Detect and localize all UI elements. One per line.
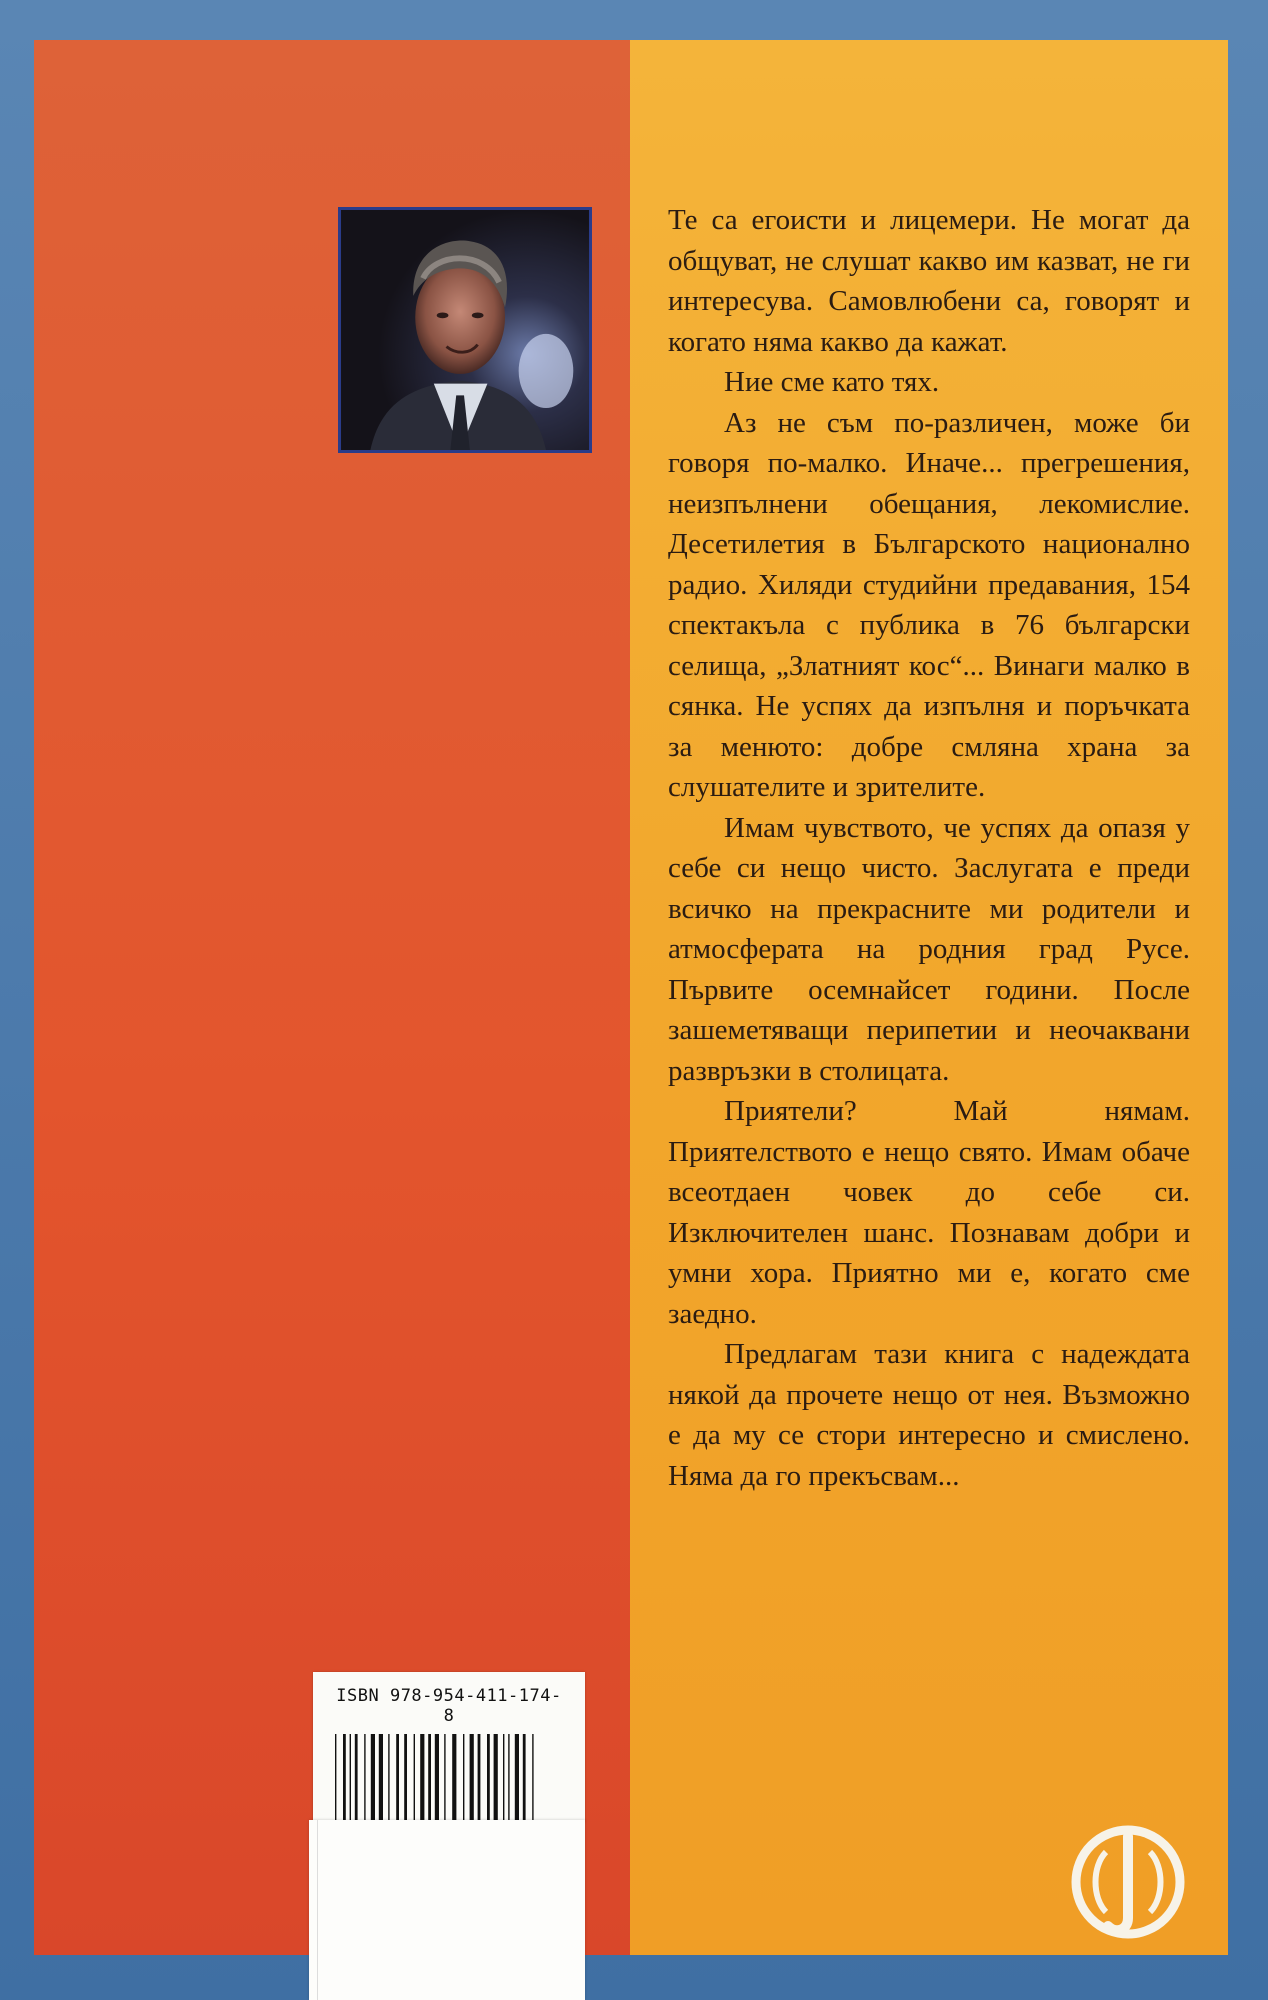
barcode-bar [404,1734,407,1826]
publisher-logo-icon [1068,1822,1188,1942]
barcode-bar [435,1734,439,1826]
barcode-bar [452,1734,456,1826]
barcode-bar [523,1734,526,1826]
barcode-bar [463,1734,464,1826]
barcode-bar [355,1734,358,1826]
barcode-bar [335,1734,336,1826]
barcode-bar [487,1734,490,1826]
barcode-bar [470,1734,474,1826]
barcode-bar [478,1734,481,1826]
paragraph-1: Те са егоисти и лицемери. Не могат да общуват, не слушат какво им казват, не ги интересува. Самовлюбени са, говорят и когато няма какво да кажат. [668,204,1190,358]
isbn-number: ISBN 978-954-411-174-8 [336,1686,562,1726]
paragraph-6: Предлагам тази книга с надеждата някой да прочете нещо от нея. Възможно е да му се стори интересно и смислено. Няма да го прекъсвам... [668,1338,1190,1492]
barcode-bar [503,1734,504,1826]
barcode-bar [379,1734,383,1826]
isbn-sticker [313,1672,585,1822]
barcode-bar [532,1734,533,1826]
barcode-bar [420,1734,424,1826]
barcode-bar [396,1734,399,1826]
barcode-bar [388,1734,389,1826]
barcode-bar [515,1734,519,1826]
price-label-sticker [309,1820,585,2000]
sticker-fold [317,1820,583,2000]
paragraph-5: Приятели? Май нямам. Приятелството е нещо свято. Имам обаче всеотдаен човек до себе си. Изключителен шанс. Познавам добри и умни хора. Приятно ми е, когато сме заедно. [668,1095,1190,1330]
barcode-bar [494,1734,498,1826]
barcode-bar [444,1734,445,1826]
barcode-bar [343,1734,346,1826]
barcode-bar [508,1734,509,1826]
barcode-bar [364,1734,365,1826]
author-photo [338,207,592,453]
paragraph-3: Аз не съм по-различен, може би говоря по-малко. Иначе... прегрешения, неизпълнени обещания, лекомислие. Десетилетия в Българското национално радио. Хиляди студийни предавания, 154 спектакъла с публика в 76 български селища, „Златният кос“... Винаги малко в сянка. Не успях да изпълня и поръчката за менюто: добре смляна храна за слушателите и зрителите. [668,406,1190,803]
barcode-bar [371,1734,375,1826]
paragraph-4: Имам чувството, че успях да опазя у себе си нещо чисто. Заслугата е преди всичко на прекрасните ми родители и атмосферата на родния град Русе. Първите осемнайсет години. После зашеметяващи перипетии и неочаквани развръзки в столицата. [668,811,1190,1087]
paragraph-2: Ние сме като тях. [724,366,940,398]
back-cover-text [668,200,1190,1496]
barcode-icon [331,1734,567,1826]
barcode-bar [428,1734,431,1826]
author-portrait-icon [341,210,589,450]
barcode-bar [350,1734,351,1826]
barcode-bar [414,1734,415,1826]
